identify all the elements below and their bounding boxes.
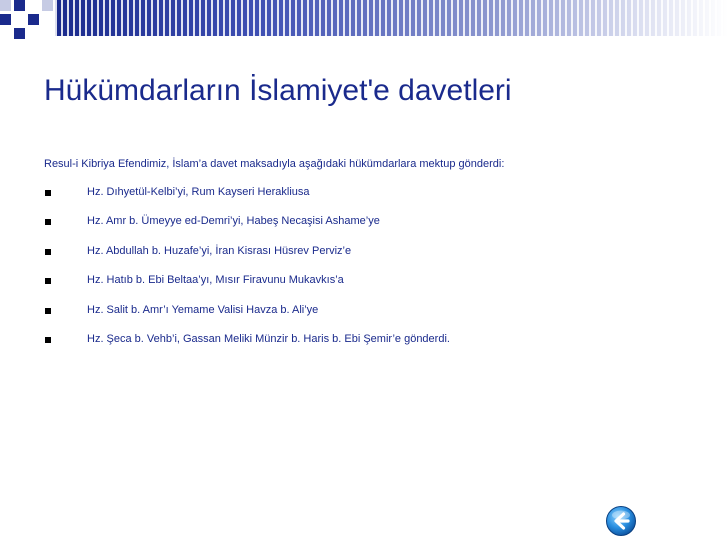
deco-square bbox=[0, 0, 11, 11]
intro-text: Resul-i Kibriya Efendimiz, İslam’a davet maksadıyla aşağıdaki hükümdarlara mektup gönderdi: bbox=[44, 158, 505, 170]
list-item-text: Hz. Şeca b. Vehb’i, Gassan Meliki Münzir b. Haris b. Ebi Şemir’e gönderdi. bbox=[87, 332, 450, 345]
list-item-text: Hz. Salit b. Amr’ı Yemame Valisi Havza b. Ali’ye bbox=[87, 303, 319, 316]
list-item-text: Hz. Abdullah b. Huzafe’yi, İran Kisrası Hüsrev Perviz’e bbox=[87, 244, 352, 257]
square-bullet-icon bbox=[45, 190, 51, 196]
deco-square bbox=[14, 28, 25, 39]
deco-square bbox=[0, 14, 11, 25]
back-button[interactable] bbox=[605, 505, 637, 537]
decorative-squares bbox=[0, 0, 60, 50]
square-bullet-icon bbox=[45, 278, 51, 284]
list-item-text: Hz. Amr b. Ümeyye ed-Demri’yi, Habeş Necaşisi Ashame’ye bbox=[87, 215, 380, 228]
deco-square bbox=[42, 0, 53, 11]
list-item-text: Hz. Hatıb b. Ebi Beltaa’yı, Mısır Firavunu Mukavkıs’a bbox=[87, 274, 344, 287]
square-bullet-icon bbox=[45, 308, 51, 314]
list-item-text: Hz. Dıhyetül-Kelbi’yi, Rum Kayseri Herakliusa bbox=[87, 186, 310, 198]
back-arrow-icon bbox=[605, 505, 637, 537]
deco-square bbox=[14, 0, 25, 11]
square-bullet-icon bbox=[45, 219, 51, 225]
header-stripe-bar bbox=[55, 0, 728, 36]
square-bullet-icon bbox=[45, 249, 51, 255]
square-bullet-icon bbox=[45, 337, 51, 343]
slide-title: Hükümdarların İslamiyet'e davetleri bbox=[44, 74, 512, 107]
deco-square bbox=[28, 14, 39, 25]
